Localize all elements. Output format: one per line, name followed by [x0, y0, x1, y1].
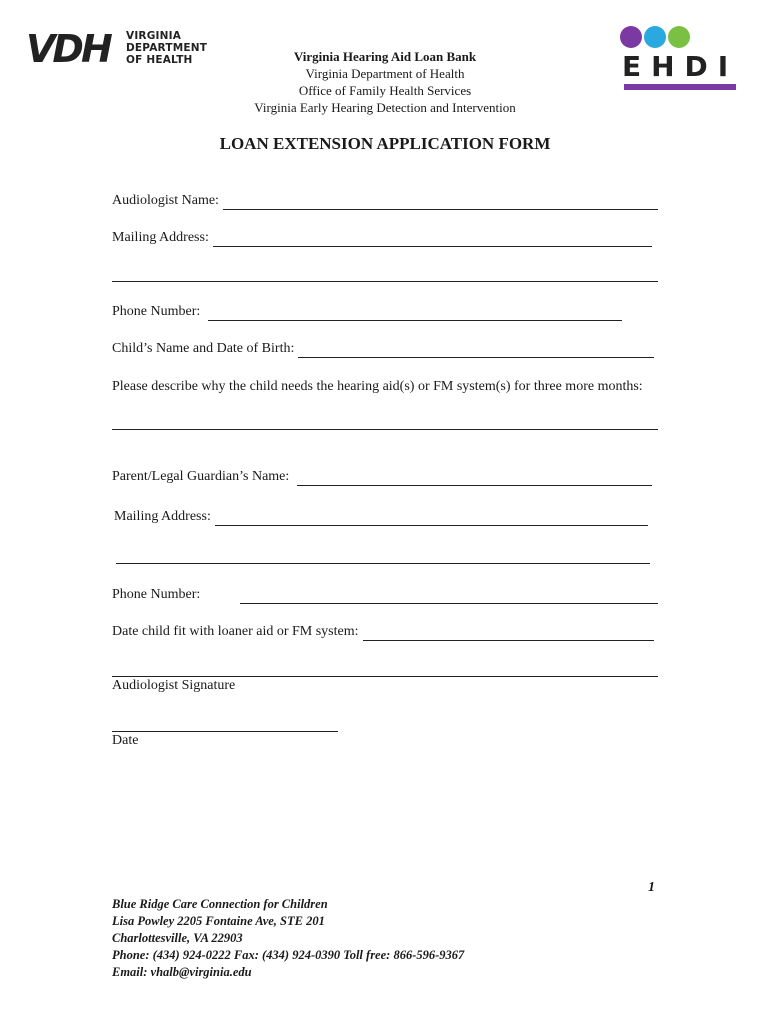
vdh-logo-mark: VDH	[26, 27, 110, 71]
date-line[interactable]	[112, 731, 338, 732]
mailing-address-line[interactable]	[213, 232, 652, 247]
phone-number-field[interactable]	[112, 303, 622, 321]
footer-email: Email: vhalb@virginia.edu	[112, 965, 252, 979]
ehdi-logo	[618, 26, 738, 92]
guardian-mailing-address-label: Mailing Address:	[114, 509, 211, 524]
vdh-logo-line: OF HEALTH	[126, 54, 193, 66]
vdh-logo-line: DEPARTMENT	[126, 42, 208, 54]
guardian-name-field[interactable]	[112, 468, 652, 486]
child-name-dob-field[interactable]	[112, 340, 654, 358]
page-number: 1	[648, 880, 655, 895]
ehdi-logo-bar	[624, 84, 736, 90]
footer-city: Charlottesville, VA 22903	[112, 931, 243, 945]
footer-phone: Phone: (434) 924-0222 Fax: (434) 924-0390 Toll free: 866-596-9367	[112, 948, 465, 962]
describe-answer-line[interactable]	[112, 429, 658, 430]
ehdi-logo-word: EHDI	[622, 50, 739, 83]
guardian-mailing-address-field[interactable]	[114, 508, 648, 526]
describe-prompt: Please describe why the child needs the hearing aid(s) or FM system(s) for three more months:	[112, 379, 643, 394]
date-label: Date	[112, 733, 139, 748]
footer-contact-address: Lisa Powley 2205 Fontaine Ave, STE 201	[112, 914, 325, 928]
ehdi-dot-blue	[644, 26, 666, 48]
child-name-dob-line[interactable]	[298, 343, 654, 358]
guardian-phone-number-field[interactable]	[112, 586, 658, 604]
footer-organization: Blue Ridge Care Connection for Children	[112, 897, 328, 911]
ehdi-dot-green	[668, 26, 690, 48]
audiologist-name-field[interactable]	[112, 192, 658, 210]
ehdi-dot-purple	[620, 26, 642, 48]
program-name: Virginia Early Hearing Detection and Intervention	[254, 100, 516, 115]
mailing-address-label: Mailing Address:	[112, 230, 209, 245]
guardian-phone-number-label: Phone Number:	[112, 587, 201, 602]
vdh-logo-line: VIRGINIA	[126, 30, 182, 42]
audiologist-signature-label: Audiologist Signature	[112, 678, 236, 693]
vdh-logo	[26, 28, 206, 72]
mailing-address-line-2[interactable]	[112, 281, 658, 282]
date-fit-field[interactable]	[112, 623, 654, 641]
guardian-name-line[interactable]	[297, 471, 652, 486]
contact-footer	[112, 896, 464, 981]
date-fit-label: Date child fit with loaner aid or FM system:	[112, 624, 359, 639]
department-name: Virginia Department of Health	[305, 66, 465, 81]
mailing-address-field[interactable]	[112, 229, 652, 247]
guardian-name-label: Parent/Legal Guardian’s Name:	[112, 469, 290, 484]
phone-number-label: Phone Number:	[112, 304, 201, 319]
audiologist-name-label: Audiologist Name:	[112, 193, 219, 208]
phone-number-line[interactable]	[208, 306, 622, 321]
office-name: Office of Family Health Services	[298, 83, 472, 98]
guardian-phone-number-line[interactable]	[240, 589, 658, 604]
child-name-dob-label: Child’s Name and Date of Birth:	[112, 341, 295, 356]
form-title: LOAN EXTENSION APPLICATION FORM	[219, 134, 551, 153]
program-title: Virginia Hearing Aid Loan Bank	[293, 49, 477, 64]
audiologist-signature-line[interactable]	[112, 676, 658, 677]
document-header	[185, 48, 585, 116]
guardian-mailing-address-line-2[interactable]	[116, 563, 650, 564]
audiologist-name-line[interactable]	[223, 195, 658, 210]
date-fit-line[interactable]	[363, 626, 654, 641]
guardian-mailing-address-line[interactable]	[215, 511, 648, 526]
